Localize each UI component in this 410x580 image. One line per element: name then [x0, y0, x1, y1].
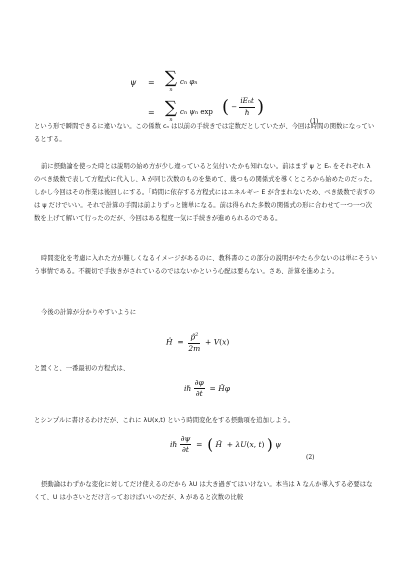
paragraph-6: とシンプルに書けるわけだが、これに λU(x,t) という時間変化をする摂動項を追加しよう。 [34, 417, 295, 424]
equation-schrodinger: iℏ $\frac{\partial\varphi}{\partial t}$ = Ĥφ [184, 378, 231, 398]
paragraph-5: と置くと、一番最初の方程式は、 [34, 365, 130, 372]
paragraph-3: 時間変化を考慮に入れた方が難しくなるイメージがあるのに、教科書のこの部分の説明がやたら少ないのは単にそういう事情である。不親切で手抜きがされているのではないかという心配は要らない。さあ、計算を進めよう。 [34, 255, 378, 275]
equation-perturbed: iℏ $\frac{\partial\psi}{\partial t}$ = ( Ĥ + λU(x, t) ) ψ (2) [170, 434, 315, 461]
paragraph-2: 前に摂動論を使った時とは説明の始め方が少し違っていると気付いたかも知れない。前はまず ψ と Eₙ をそれぞれ λ のべき級数で表して方程式に代入し、λ が同じ次数のものを集めて、幾つもの関係式を導くところから始めたのだった。しかし今回はその作業は後回しにする。「時間に依存する方程式にはエネルギー E が含まれないため、べき級数で表すのは ψ だけでいい。それで計算の手間は前よりずっと簡単になる。前は得られた多数の関係式の形に合わせて一つ一つ次数を上げて解いて行ったのだが、今回はある程度一気に手続きが進められるのである。 [34, 163, 377, 222]
equation-hamiltonian: Ĥ = $\frac{p̂^2}{2m}$ + V(x) [166, 332, 230, 353]
paragraph-1: という形で瞬間できるに違いない。この係数 cₙ は以前の手続きでは定数だとしていたが、今回は時間の関数になっているとする。 [34, 123, 375, 143]
paragraph-4: 今後の計算が分かりやすいように [41, 309, 137, 316]
equation-psi-expansion: ψ = ∑ n cn φn = ∑ n cn ψn exp ( − $\frac{\text{iEnt}}{\text{ℏ}}$ ) (1) [130, 68, 319, 125]
equation-number-1: (1) [310, 118, 319, 125]
equation-number-2: (2) [306, 454, 315, 461]
paragraph-7: 摂動論はわずかな変化に対してだけ使えるのだから λU は大き過ぎてはいけない。本当は λ なんか導入する必要はなくて、U は小さいとだけ言っておけばいいのだが、λ があると次数の比較 [34, 481, 373, 501]
